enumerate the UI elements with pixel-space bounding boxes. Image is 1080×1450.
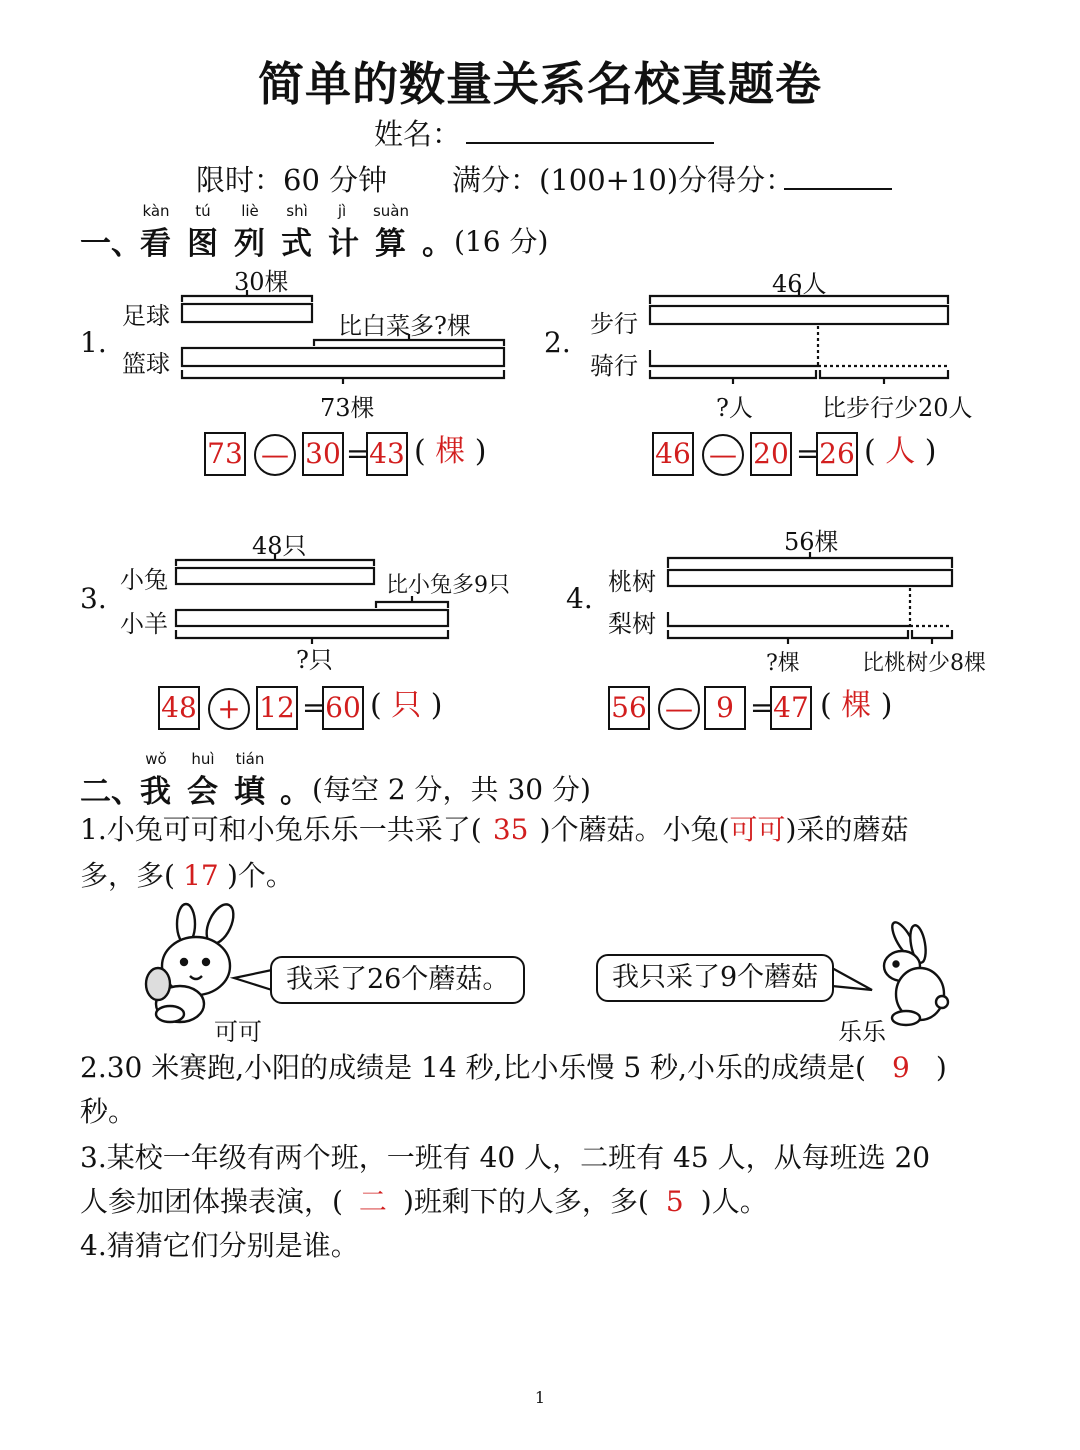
p4-equals: = — [750, 691, 774, 724]
q2-line2: 秒。 — [80, 1095, 137, 1128]
p2-answer-a[interactable]: 46 — [652, 432, 694, 476]
p3-row2-label: 小羊 — [120, 610, 168, 638]
pinyin: huì — [191, 750, 215, 768]
p1-row1-label: 足球 — [122, 302, 170, 330]
p4-unit-paren: ( 棵 ) — [820, 688, 893, 723]
pinyin: suàn — [372, 202, 410, 220]
pinyin: jì — [337, 202, 347, 220]
p4-top-brace — [668, 558, 952, 568]
p3-equals: = — [302, 691, 326, 724]
p2-answer-op[interactable]: — — [702, 434, 744, 476]
p3-bottom-total: ?只 — [296, 646, 333, 674]
p1-equals: = — [346, 437, 370, 470]
p1-unit-paren: ( 棵 ) — [414, 434, 487, 469]
p2-unit-paren: ( 人 ) — [864, 434, 937, 469]
q1-answer-diff[interactable]: 17 — [183, 859, 219, 892]
pinyin: tián — [235, 750, 265, 768]
name-label: 姓名： — [374, 117, 462, 151]
p2-index: 2. — [544, 326, 571, 359]
pinyin: shì — [286, 202, 308, 220]
q3-answer-class[interactable]: 二 — [358, 1185, 387, 1218]
section1-number: 一、 — [80, 226, 142, 262]
heading-period: 。 — [422, 226, 453, 262]
section1-note: (16 分) — [454, 225, 549, 258]
p1-bottom-total: 73棵 — [320, 394, 375, 422]
q1-answer-total[interactable]: 35 — [492, 813, 529, 846]
p4-bar-peach — [668, 570, 952, 586]
p1-index: 1. — [80, 326, 107, 359]
section2-number: 二、 — [80, 774, 142, 810]
q2-answer[interactable]: 9 — [892, 1051, 910, 1084]
p2-top-total: 46人 — [772, 270, 827, 298]
p1-bar-football — [182, 304, 312, 322]
heading-char: 式 — [281, 226, 312, 262]
heading-char: 计 — [328, 226, 359, 262]
p3-answer-a[interactable]: 48 — [158, 686, 200, 730]
full-score: 满分：(100+10)分得分： — [452, 163, 795, 197]
p1-bottom-brace — [182, 370, 504, 378]
p3-row1-label: 小兔 — [120, 566, 168, 594]
heading-period: 。 — [280, 774, 311, 810]
p3-answer-b[interactable]: 12 — [256, 686, 298, 730]
pinyin: tú — [195, 202, 211, 220]
p2-row2-label: 骑行 — [590, 352, 638, 380]
p3-bottom-brace — [176, 630, 448, 638]
p3-bar-rabbit — [176, 568, 374, 584]
p4-row2-label: 梨树 — [608, 610, 656, 638]
q1-line1: 1.小兔可可和小兔乐乐一共采了( 35 )个蘑菇。小兔(可可)采的蘑菇 — [80, 808, 908, 852]
p4-answer-op[interactable]: — — [658, 688, 700, 730]
p2-equals: = — [796, 437, 820, 470]
p3-unit[interactable]: 只 — [391, 688, 422, 723]
p3-top-total: 48只 — [252, 532, 307, 560]
pinyin: liè — [241, 202, 259, 220]
bubble-right-tail — [832, 968, 872, 990]
heading-char: 列 — [234, 226, 265, 262]
page-title: 简单的数量关系名校真题卷 — [258, 57, 822, 111]
p1-answer-a[interactable]: 73 — [204, 432, 246, 476]
p1-bar-basketball — [182, 348, 504, 366]
heading-char: 看 — [140, 226, 171, 262]
time-limit: 限时：60 分钟 — [196, 163, 388, 197]
p1-answer-b[interactable]: 30 — [302, 432, 344, 476]
p2-q-label: ?人 — [716, 394, 753, 422]
p1-row2-label: 篮球 — [122, 350, 170, 378]
p2-diff-label: 比步行少20人 — [822, 394, 973, 422]
p2-answer-b[interactable]: 20 — [750, 432, 792, 476]
p3-answer-c[interactable]: 60 — [322, 686, 364, 730]
bubble-left: 我采了26个蘑菇。 — [270, 956, 525, 1004]
p2-answer-c[interactable]: 26 — [816, 432, 858, 476]
p4-top-total: 56棵 — [784, 528, 839, 556]
p1-unit[interactable]: 棵 — [435, 434, 466, 469]
q2-line1: 2.30 米赛跑,小阳的成绩是 14 秒,比小乐慢 5 秒,小乐的成绩是( 9 ) — [80, 1046, 947, 1090]
q1-line2: 多，多( 17 )个。 — [80, 854, 294, 898]
heading-char: 会 — [187, 774, 218, 810]
p4-answer-a[interactable]: 56 — [608, 686, 650, 730]
q4-text: 4.猜猜它们分别是谁。 — [80, 1229, 359, 1262]
heading-char: 算 — [375, 226, 406, 262]
q3-line1: 3.某校一年级有两个班，一班有 40 人，二班有 45 人，从每班选 20 — [80, 1141, 931, 1174]
p3-bar-sheep — [176, 610, 448, 626]
p4-q-label: ?棵 — [766, 651, 800, 676]
page-number: 1 — [534, 1388, 546, 1407]
p4-diff-brace — [912, 630, 952, 638]
p1-answer-op[interactable]: — — [254, 434, 296, 476]
p1-top-total: 30棵 — [234, 268, 289, 296]
name-keke: 可可 — [214, 1018, 262, 1046]
p4-bar-pear — [668, 612, 910, 626]
q3-line2: 人参加团体操表演，( 二 )班剩下的人多，多( 5 )人。 — [80, 1180, 768, 1224]
pinyin: kàn — [142, 202, 170, 220]
p3-answer-op[interactable]: + — [208, 688, 250, 730]
q1-answer-who[interactable]: 可可 — [729, 813, 786, 846]
p4-q-brace — [668, 630, 908, 638]
bubble-right: 我只采了9个蘑菇 — [596, 954, 834, 1002]
p4-row1-label: 桃树 — [608, 568, 656, 596]
p3-unit-paren: ( 只 ) — [370, 688, 443, 723]
p1-side-label: 比白菜多?棵 — [338, 312, 471, 340]
heading-char: 图 — [187, 226, 218, 262]
p2-unit[interactable]: 人 — [885, 434, 916, 469]
p2-diff-brace — [820, 370, 948, 378]
p2-bar-ride — [650, 350, 818, 366]
heading-char: 我 — [140, 774, 171, 810]
heading-char: 填 — [234, 774, 265, 810]
p4-answer-b[interactable]: 9 — [704, 686, 746, 730]
bunny-keke-illustration — [146, 900, 239, 1022]
section2-note: (每空 2 分，共 30 分) — [312, 773, 591, 806]
p1-answer-c[interactable]: 43 — [366, 432, 408, 476]
p3-side-brace — [376, 602, 448, 608]
p2-q-brace — [650, 370, 816, 378]
bubble-left-tail — [234, 970, 272, 990]
p2-row1-label: 步行 — [590, 310, 638, 338]
p4-answer-c[interactable]: 47 — [770, 686, 812, 730]
p4-index: 4. — [566, 582, 593, 615]
q3-answer-diff[interactable]: 5 — [665, 1185, 684, 1218]
p3-index: 3. — [80, 582, 107, 615]
name-lele: 乐乐 — [838, 1018, 886, 1046]
p4-diff-label: 比桃树少8棵 — [862, 651, 986, 676]
pinyin: wǒ — [145, 750, 167, 768]
bunny-lele-illustration — [884, 919, 948, 1025]
p2-bar-walk — [650, 306, 948, 324]
p3-side-label: 比小兔多9只 — [386, 573, 510, 598]
p4-unit[interactable]: 棵 — [841, 688, 872, 723]
